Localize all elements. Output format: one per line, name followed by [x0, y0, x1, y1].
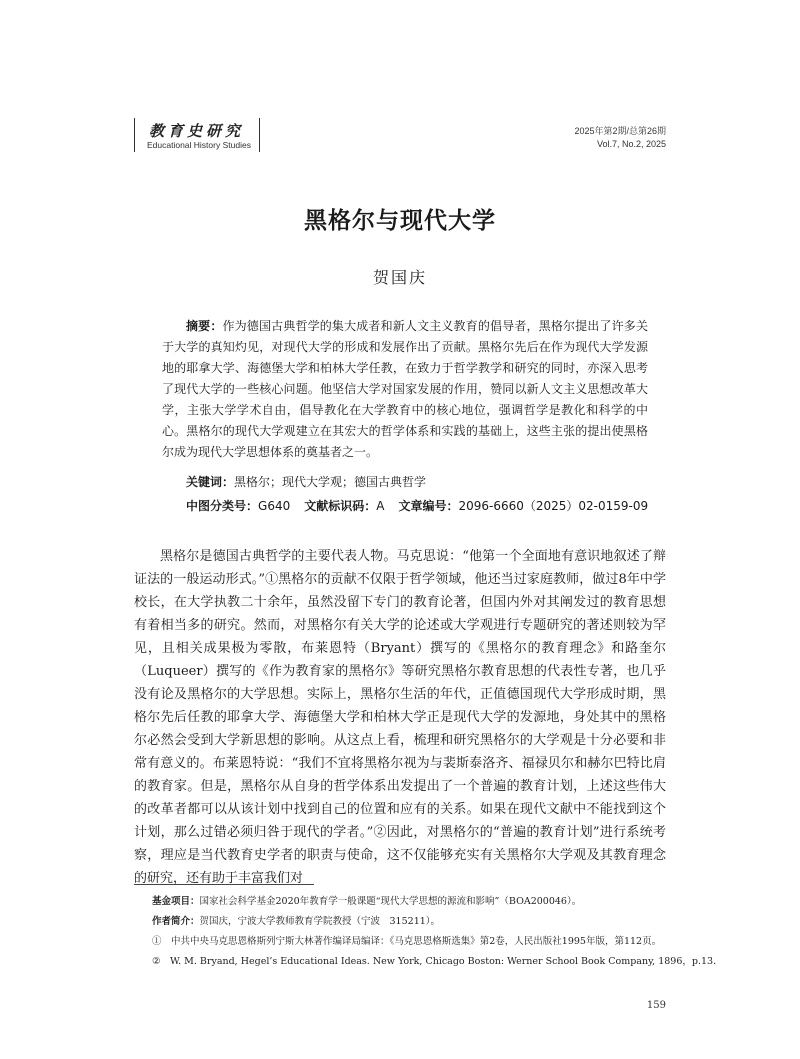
- keywords-label: 关键词：: [186, 475, 235, 489]
- keywords-text: 黑格尔；现代大学观；德国古典哲学: [234, 475, 427, 489]
- abstract: [162, 316, 648, 463]
- body-paragraph: 黑格尔是德国古典哲学的主要代表人物。马克思说：“他第一个全面地有意识地叙述了辩证法的一般运动形式。”①黑格尔的贡献不仅限于哲学领域，他还当过家庭教师，做过8年中学校长，在大学执教二十余年，虽然没留下专门的教育论著，但国内外对其阐发过的教育思想有着相当多的研究。然而，对黑格尔有关大学的论述或大学观进行专题研究的著述则较为罕见，且相关成果极为零散，布莱恩特（Bryant）撰写的《黑格尔的教育理念》和路奎尔（Luqueer）撰写的《作为教育家的黑格尔》等研究黑格尔教育思想的代表性专著，也几乎没有论及黑格尔的大学思想。实际上，黑格尔生活的年代，正值德国现代大学形成时期，黑格尔先后任教的耶拿大学、海德堡大学和柏林大学正是现代大学的发源地，身处其中的黑格尔必然会受到大学新思想的影响。从这点上看，梳理和研究黑格尔的大学观是十分必要和非常有意义的。布莱恩特说：“我们不宜将黑格尔视为与裴斯泰洛齐、福禄贝尔和赫尔巴特比肩的教育家。但是，黑格尔从自身的哲学体系出发提出了一个普遍的教育计划，上述这些伟大的改革者都可以从该计划中找到自己的位置和应有的关系。如果在现代文献中不能找到这个计划，那么过错必须归咎于现代的学者。”②因此，对黑格尔的“普遍的教育计划”进行系统考察，理应是当代教育史学者的职责与使命，这不仅能够充实有关黑格尔大学观及其教育理念的研究，还有助于丰富我们对: [134, 549, 666, 886]
- keywords: [186, 472, 426, 493]
- footnote-1: ① 中共中央马克思恩格斯列宁斯大林著作编译局编译：《马克思恩格斯选集》第2卷，人民出版社1995年版，第112页。: [152, 936, 662, 947]
- footnote-divider: [134, 884, 314, 885]
- article-no-label: 文章编号：: [398, 499, 459, 513]
- abstract-text: 作为德国古典哲学的集大成者和新人文主义教育的倡导者，黑格尔提出了许多关于大学的真知灼见，对现代大学的形成和发展作出了贡献。黑格尔先后在作为现代大学发源地的耶拿大学、海德堡大学和柏林大学任教，在致力于哲学教学和研究的同时，亦深入思考了现代大学的一些核心问题。他坚信大学对国家发展的作用，赞同以新人文主义思想改革大学，主张大学学术自由，倡导教化在大学教育中的核心地位，强调哲学是教化和科学的中心。黑格尔的现代大学观建立在其宏大的哲学体系和实践的基础上，这些主张的提出使黑格尔成为现代大学思想体系的奠基者之一。: [162, 319, 648, 459]
- article-author: 贺国庆: [372, 268, 427, 287]
- clc-value: G640: [258, 499, 291, 513]
- doc-code-label: 文献标识码：: [304, 499, 377, 513]
- doc-code-value: A: [376, 499, 385, 513]
- page-number: 159: [646, 1000, 666, 1011]
- article-title: 黑格尔与现代大学: [304, 208, 496, 234]
- fund-note: [152, 892, 692, 912]
- issue-info-en: Vol.7, No.2, 2025: [596, 139, 666, 149]
- author-note: [152, 912, 692, 932]
- classification-line: [186, 496, 648, 517]
- author-bio-text: 贺国庆，宁波大学教师教育学院教授（宁波 315211）。: [199, 916, 441, 927]
- fund-label: 基金项目：: [152, 896, 200, 907]
- footnote-2: ② W. M. Bryand, Hegel’s Educational Ideas. New York, Chicago Boston: Werner School Book Company, 1896，p.13.: [152, 956, 717, 967]
- author-bio-label: 作者简介：: [152, 916, 200, 927]
- footnotes: [152, 892, 717, 972]
- clc-label: 中图分类号：: [186, 499, 259, 513]
- journal-name-cn: 教育史研究: [149, 122, 245, 140]
- issue-info-cn: 2025年第2期/总第26期: [574, 126, 666, 136]
- abstract-label: 摘要：: [186, 319, 223, 333]
- article-no-value: 2096-6660（2025）02-0159-09: [458, 499, 649, 513]
- journal-logo: [134, 118, 260, 152]
- body-text: [134, 545, 666, 890]
- fund-text: 国家社会科学基金2020年教育学一般课题“现代大学思想的源流和影响”（BOA200046）。: [199, 896, 582, 907]
- journal-name-en: Educational History Studies: [147, 140, 251, 150]
